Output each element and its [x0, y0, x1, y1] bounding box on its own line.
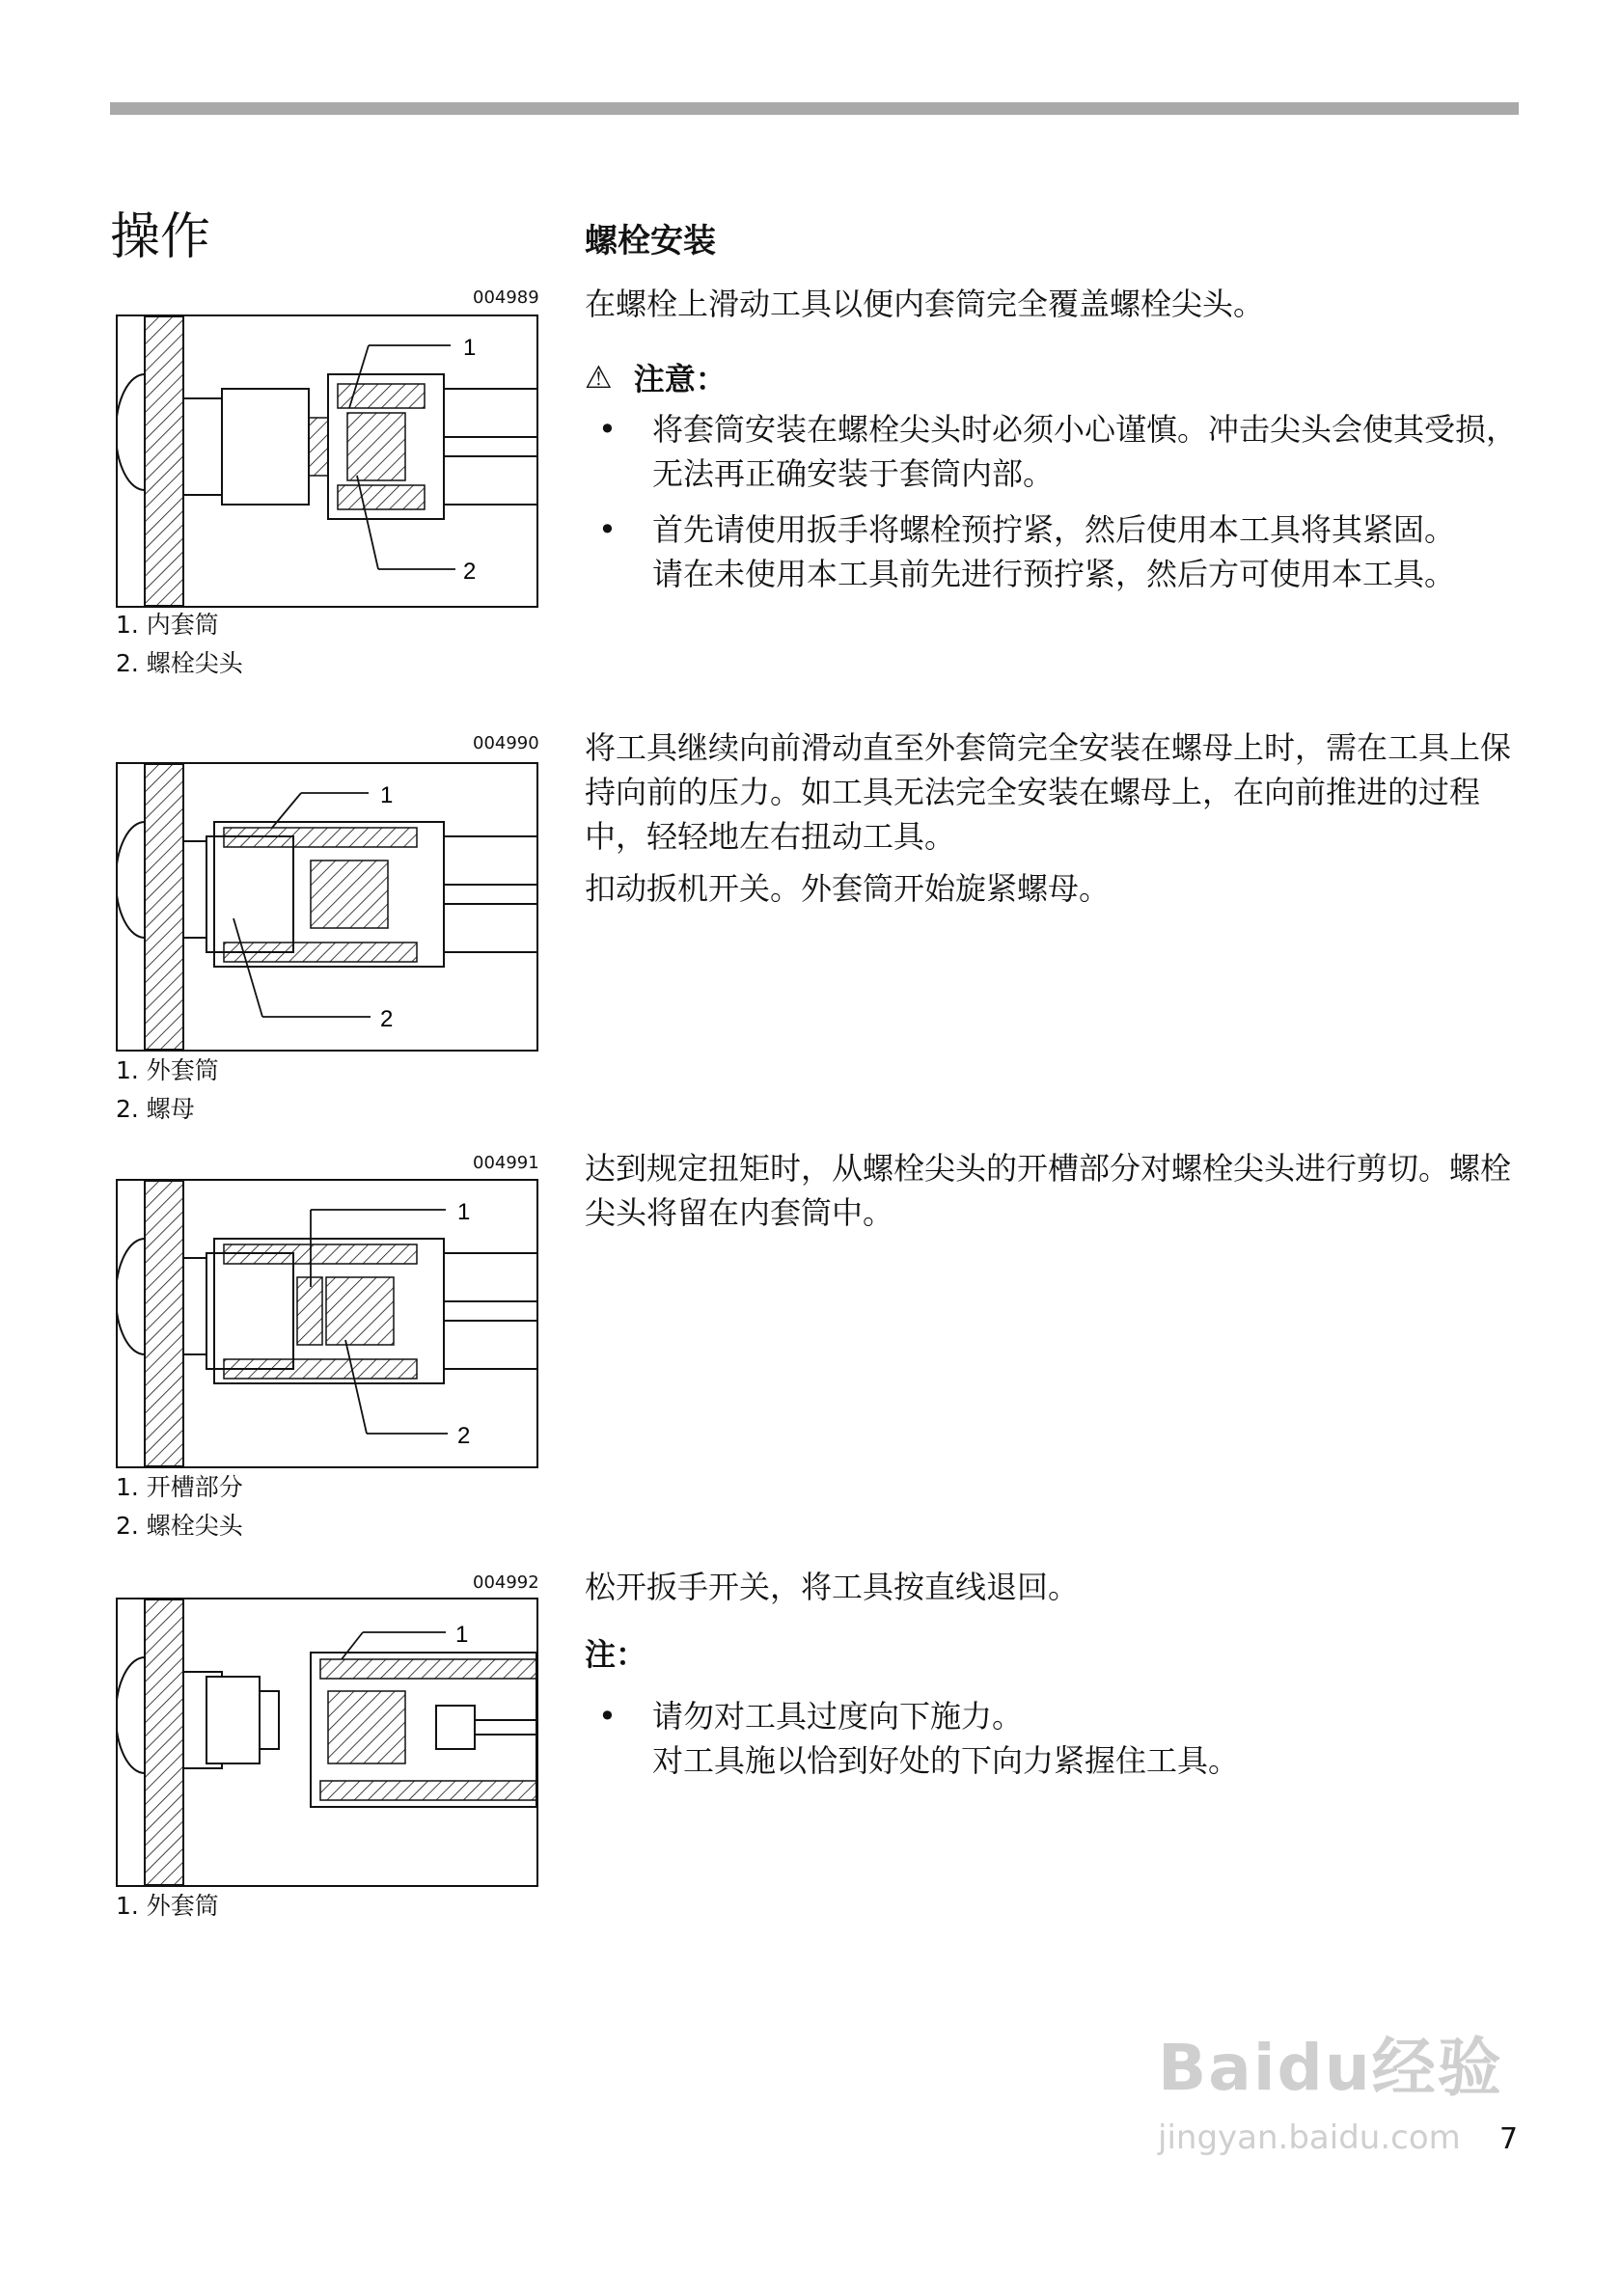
- figure-legend: [116, 606, 243, 683]
- note-label: 注：: [585, 1636, 647, 1673]
- figure-code: 004991: [473, 1153, 539, 1173]
- paragraph: 在螺栓上滑动工具以便内套筒完全覆盖螺栓尖头。: [585, 286, 1265, 322]
- paragraph: 达到规定扭矩时，从螺栓尖头的开槽部分对螺栓尖头进行剪切。螺栓尖头将留在内套筒中。: [585, 1150, 1512, 1231]
- callout-label: 2: [380, 1006, 394, 1032]
- legend-item: 2. 螺栓尖头: [116, 1512, 243, 1540]
- section-title: 操作: [110, 208, 211, 266]
- figure-tool-retract: [116, 1598, 538, 1887]
- bullet-icon: •: [598, 1698, 617, 1735]
- figure-code: 004989: [473, 287, 539, 308]
- callout-label: 1: [455, 1622, 469, 1648]
- list-item: [585, 1694, 1519, 1783]
- legend-item: 1. 外套筒: [116, 1892, 219, 1920]
- paragraph: 松开扳手开关，将工具按直线退回。: [585, 1569, 1080, 1605]
- watermark-url: jingyan.baidu.com: [1158, 2118, 1461, 2157]
- note-list: [585, 1694, 1519, 1794]
- subsection-title: 螺栓安装: [585, 222, 716, 260]
- bullet-icon: •: [598, 411, 617, 448]
- figure-code: 004990: [473, 733, 539, 753]
- list-item: [585, 507, 1519, 596]
- list-item-text: 对工具施以恰到好处的下向力紧握住工具。: [652, 1742, 1240, 1779]
- legend-item: 1. 外套筒: [116, 1056, 219, 1084]
- warning-triangle-icon: ⚠: [585, 359, 613, 396]
- figure-legend: [116, 1052, 219, 1129]
- figure-slot-section: [116, 1179, 538, 1468]
- callout-label: 1: [457, 1199, 471, 1225]
- figure-inner-socket-bolt: [116, 314, 538, 608]
- legend-item: 2. 螺栓尖头: [116, 649, 243, 677]
- list-item: [585, 407, 1519, 496]
- figure-code: 004992: [473, 1572, 539, 1593]
- caution-label: 注意：: [633, 361, 727, 397]
- callout-label: 1: [380, 782, 394, 808]
- paragraph: 将工具继续向前滑动直至外套筒完全安装在螺母上时，需在工具上保持向前的压力。如工具无法完全安装在螺母上，在向前推进的过程中，轻轻地左右扭动工具。: [585, 729, 1512, 855]
- watermark-logo: Baidu经验: [1158, 2031, 1503, 2105]
- caution-list: [585, 407, 1519, 608]
- page-number: 7: [1499, 2122, 1519, 2156]
- callout-label: 2: [463, 559, 477, 585]
- list-item-text: 将套筒安装在螺栓尖头时必须小心谨慎。冲击尖头会使其受损，无法再正确安装于套筒内部。: [652, 411, 1518, 492]
- list-item-text: 请在未使用本工具前先进行预拧紧，然后方可使用本工具。: [652, 556, 1456, 592]
- list-item-text: 首先请使用扳手将螺栓预拧紧，然后使用本工具将其紧固。: [652, 511, 1456, 548]
- figure-outer-socket-nut: [116, 762, 538, 1052]
- bullet-icon: •: [598, 511, 617, 548]
- caution-heading: [585, 355, 727, 399]
- figure-legend: [116, 1468, 243, 1545]
- paragraph: 扣动扳机开关。外套筒开始旋紧螺母。: [585, 870, 1111, 907]
- callout-label: 2: [457, 1423, 471, 1449]
- header-rule: [110, 102, 1519, 115]
- callout-label: 1: [463, 335, 477, 361]
- legend-item: 1. 内套筒: [116, 611, 219, 639]
- legend-item: 2. 螺母: [116, 1095, 195, 1123]
- legend-item: 1. 开槽部分: [116, 1473, 243, 1501]
- list-item-text: 请勿对工具过度向下施力。: [652, 1698, 1024, 1735]
- figure-legend: [116, 1887, 219, 1926]
